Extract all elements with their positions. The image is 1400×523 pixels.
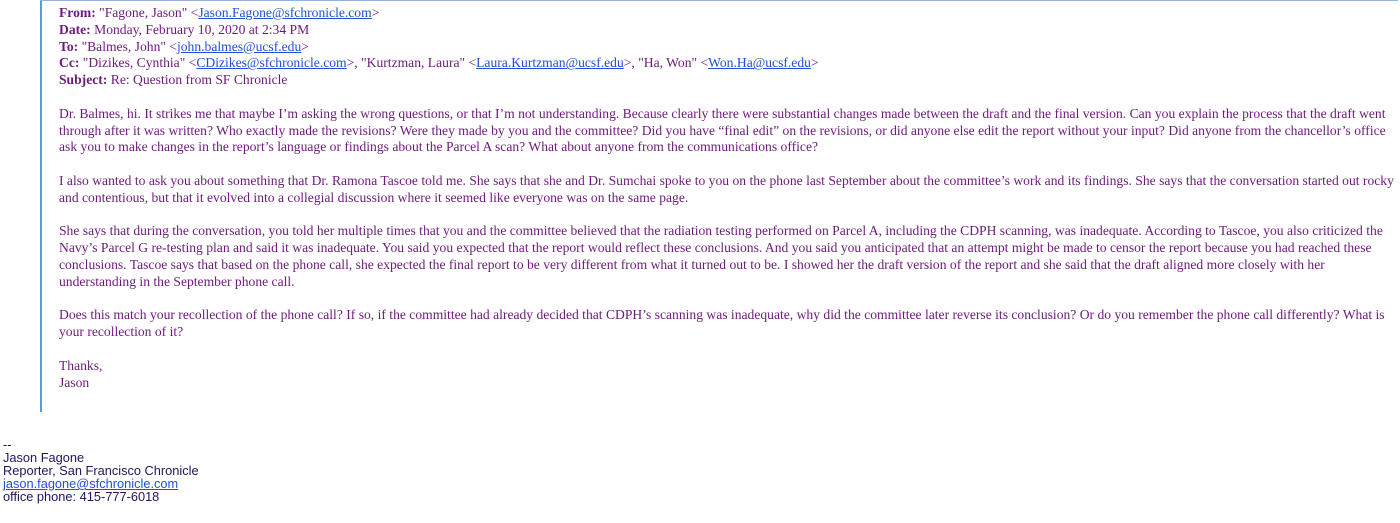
signature-email-link[interactable]: jason.fagone@sfchronicle.com <box>3 476 179 491</box>
email-signature <box>3 438 199 503</box>
signature-title: Reporter, San Francisco Chronicle <box>3 463 199 478</box>
quoted-message <box>40 0 1398 412</box>
date-value: Monday, February 10, 2020 at 2:34 PM <box>94 21 310 37</box>
cc1-name: "Dizikes, Cynthia" < <box>82 55 197 71</box>
to-email-link[interactable]: john.balmes@ucsf.edu <box>176 38 302 54</box>
signature-separator: -- <box>3 437 12 452</box>
subject-line <box>59 72 1394 89</box>
closing-line: Thanks, <box>59 357 103 373</box>
body-paragraph-1: Dr. Balmes, hi. It strikes me that maybe I’m asking the wrong questions, or that I’m not understanding. Because clearly there were substantial changes made between the draft and the final version. Can you explain the process that the draft went through after it was written? Who exactly made the revisions? Were they made by you and the committee? Did you have “final edit” on the revisions, or did anyone else edit the report without your input? Did anyone from the chancellor’s office ask you to make changes in the report’s language or findings about the Parcel A scan? What about anyone from the communications office? <box>59 105 1386 155</box>
from-line: From: "Fagone, Jason" <Jason.Fagone@sfchronicle.com> <box>59 5 380 20</box>
cc2-name: >, "Kurtzman, Laura" < <box>346 55 477 71</box>
cc-line: Cc: "Dizikes, Cynthia" <CDizikes@sfchronicle.com>, "Kurtzman, Laura" <Laura.Kurtzman@ucsf.edu>, "Ha, Won" <Won.Ha@ucsf.edu> <box>59 55 819 71</box>
subject-value: Re: Question from SF Chronicle <box>110 72 288 88</box>
cc2-email-link[interactable]: Laura.Kurtzman@ucsf.edu <box>476 55 624 71</box>
date-line <box>59 22 1394 39</box>
quoted-content <box>59 5 1394 391</box>
body-paragraph-4: Does this match your recollection of the phone call? If so, if the committee had already decided that CDPH’s scanning was inadequate, why did the committee later reverse its conclusion? Or do you remember the phone call differently? What is your recollection of it? <box>59 307 1385 340</box>
cc3-email-link[interactable]: Won.Ha@ucsf.edu <box>708 55 811 71</box>
from-label: From: <box>59 5 96 20</box>
cc-label: Cc: <box>59 55 80 71</box>
sender-name: Jason <box>59 374 90 390</box>
to-line: To: "Balmes, John" <john.balmes@ucsf.edu> <box>59 38 309 54</box>
from-email-link[interactable]: Jason.Fagone@sfchronicle.com <box>198 5 372 20</box>
body-paragraph-2: I also wanted to ask you about something that Dr. Ramona Tascoe told me. She says that she and Dr. Sumchai spoke to you on the phone last September about the committee’s work and its findings. She says that the conversation started out rocky and contentious, but that it evolved into a collegial discussion where it seemed like everyone was on the same page. <box>59 172 1394 205</box>
cc3-name: >, "Ha, Won" < <box>623 55 709 71</box>
signature-phone: office phone: 415-777-6018 <box>3 489 160 504</box>
cc1-email-link[interactable]: CDizikes@sfchronicle.com <box>196 55 347 71</box>
signature-name: Jason Fagone <box>3 450 85 465</box>
date-label: Date: <box>59 21 91 37</box>
from-name: "Fagone, Jason" < <box>99 5 199 20</box>
subject-label: Subject: <box>59 72 108 88</box>
message-header <box>59 5 1394 89</box>
to-name: "Balmes, John" < <box>81 38 177 54</box>
body-paragraph-3: She says that during the conversation, you told her multiple times that you and the committee believed that the radiation testing performed on Parcel A, including the CDPH scanning, was inadequate. According to Tascoe, you also criticized the Navy’s Parcel G re-testing plan and said it was inadequate. You said you expected that the report would reflect these conclusions. And you said you anticipated that an attempt might be made to censor the report because you had reached these conclusions. Tascoe says that based on the phone call, she expected the final report to be very different from what it turned out to be. I showed her the draft version of the report and she said that the draft aligned more closely with her understanding in the September phone call. <box>59 223 1383 289</box>
to-label: To: <box>59 38 79 54</box>
